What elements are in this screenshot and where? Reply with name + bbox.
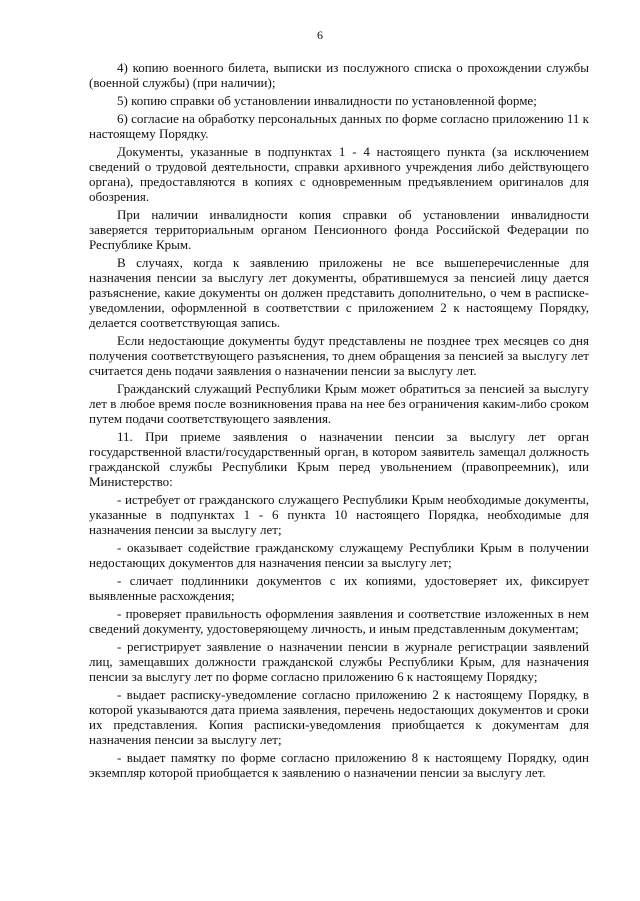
paragraph: При наличии инвалидности копия справки об установлении инвалидности заверяется территориальным органом Пенсионного фонда Российской Федерации по Республике Крым.: [89, 207, 589, 252]
paragraph: Документы, указанные в подпунктах 1 - 4 настоящего пункта (за исключением сведений о трудовой деятельности, справки архивного учреждения либо действующего органа), предоставляются в копиях с одновременным предъявлением оригиналов для обозрения.: [89, 144, 589, 204]
list-item: - сличает подлинники документов с их копиями, удостоверяет их, фиксирует выявленные расхождения;: [89, 573, 589, 603]
document-body: [89, 60, 589, 783]
paragraph: Если недостающие документы будут представлены не позднее трех месяцев со дня получения соответствующего разъяснения, то днем обращения за пенсией за выслугу лет считается день подачи заявления о назначении пенсии за выслугу лет.: [89, 333, 589, 378]
paragraph: Гражданский служащий Республики Крым может обратиться за пенсией за выслугу лет в любое время после возникновения права на нее без ограничения каким-либо сроком путем подачи соответствующего заявления.: [89, 381, 589, 426]
paragraph: 6) согласие на обработку персональных данных по форме согласно приложению 11 к настоящему Порядку.: [89, 111, 589, 141]
list-item: - проверяет правильность оформления заявления и соответствие изложенных в нем сведений документу, удостоверяющему личность, и иным представленным документам;: [89, 606, 589, 636]
paragraph: 5) копию справки об установлении инвалидности по установленной форме;: [117, 93, 537, 108]
paragraph: 4) копию военного билета, выписки из послужного списка о прохождении службы (военной службы) (при наличии);: [89, 60, 589, 90]
page-number: 6: [317, 28, 323, 42]
paragraph: 11. При приеме заявления о назначении пенсии за выслугу лет орган государственной власти/государственный орган, в котором заявитель замещал должность гражданской службы Республики Крым перед увольнением (правопреемник), или Министерство:: [89, 429, 589, 489]
paragraph: В случаях, когда к заявлению приложены не все вышеперечисленные для назначения пенсии за выслугу лет документы, обратившемуся за пенсией лицу дается разъяснение, какие документы он должен представить дополнительно, о чем в расписке-уведомлении, оформленной в соответствии с приложением 2 к настоящему Порядку, делается соответствующая запись.: [89, 255, 589, 330]
list-item: - выдает расписку-уведомление согласно приложению 2 к настоящему Порядку, в которой указываются дата приема заявления, перечень недостающих документов и сроки их представления. Копия расписки-уведомления приобщается к документам для назначения пенсии за выслугу лет;: [89, 687, 589, 747]
list-item: - оказывает содействие гражданскому служащему Республики Крым в получении недостающих документов для назначения пенсии за выслугу лет;: [89, 540, 589, 570]
list-item: - регистрирует заявление о назначении пенсии в журнале регистрации заявлений лиц, замещавших должности гражданской службы Республики Крым, для назначения пенсии за выслугу лет по форме согласно приложению 6 к настоящему Порядку;: [89, 639, 589, 684]
list-item: - истребует от гражданского служащего Республики Крым необходимые документы, указанные в подпунктах 1 - 6 пункта 10 настоящего Порядка, необходимые для назначения пенсии за выслугу лет;: [89, 492, 589, 537]
list-item: - выдает памятку по форме согласно приложению 8 к настоящему Порядку, один экземпляр которой приобщается к заявлению о назначении пенсии за выслугу лет.: [89, 750, 589, 780]
